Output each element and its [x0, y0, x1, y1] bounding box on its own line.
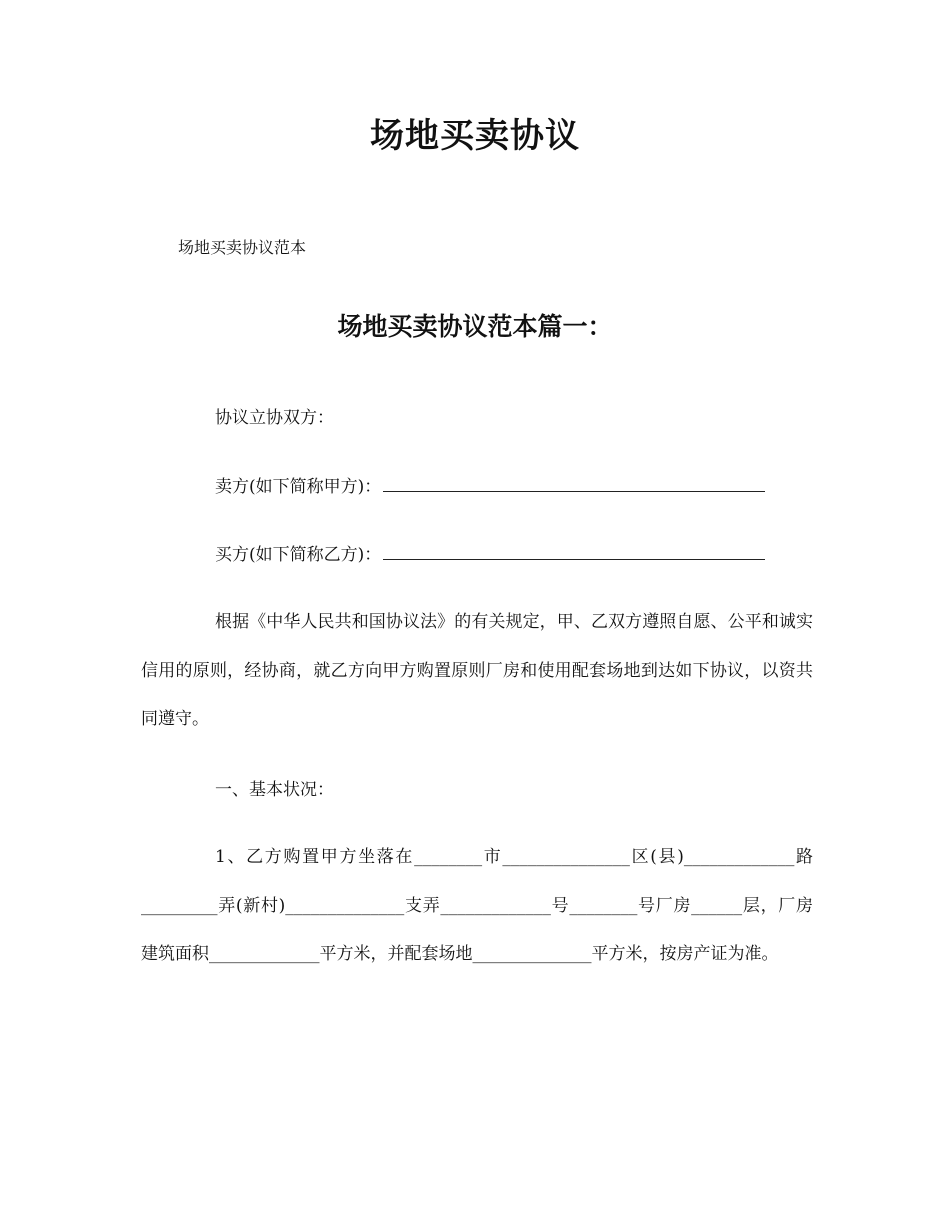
seller-line — [215, 475, 765, 499]
seller-label: 卖方(如下简称甲方)： — [215, 477, 382, 497]
buyer-line — [215, 543, 765, 567]
preamble-paragraph: 根据《中华人民共和国协议法》的有关规定，甲、乙双方遵照自愿、公平和诚实信用的原则，经协商，就乙方向甲方购置原则厂房和使用配套场地到达如下协议，以资共同遵守。 — [141, 612, 813, 729]
clause-one-paragraph: 1、乙方购置甲方坐落在________市_______________区(县)_____________路_________弄(新村)______________支弄_____________号________号厂房______层，厂房建筑面积_____________平方米，并配套场地______________平方米，按房产证为准。 — [141, 847, 813, 964]
seller-blank — [383, 477, 765, 492]
document-title: 场地买卖协议 — [370, 116, 580, 156]
buyer-blank — [383, 545, 765, 560]
parties-intro: 协议立协双方： — [215, 408, 334, 428]
document-subtitle: 场地买卖协议范本 — [178, 238, 307, 257]
section-one-heading: 一、基本状况： — [215, 780, 334, 800]
buyer-label: 买方(如下简称乙方)： — [215, 545, 382, 565]
section-heading: 场地买卖协议范本篇一： — [337, 312, 613, 341]
